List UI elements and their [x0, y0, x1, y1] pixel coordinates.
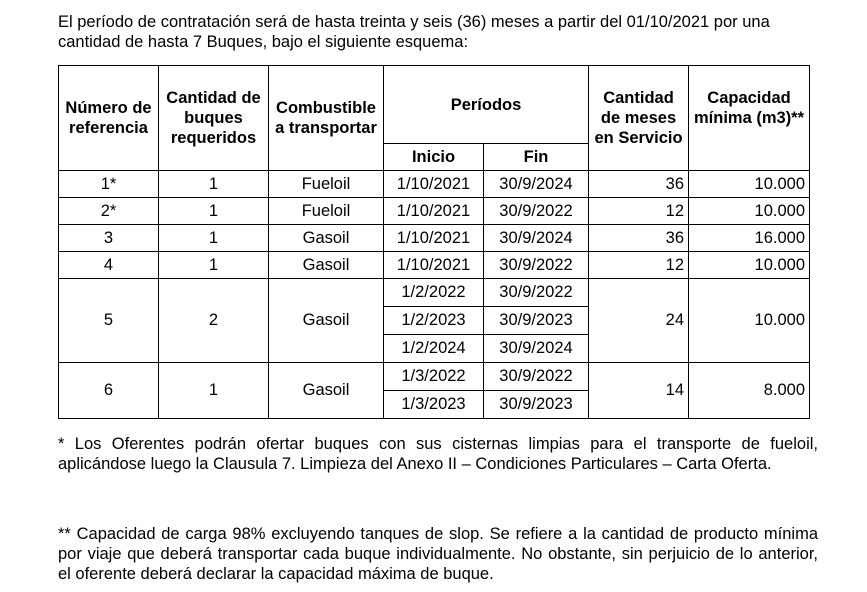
cell-fuel: Gasoil — [269, 225, 384, 252]
header-capacity: Capacidad mínima (m3)** — [689, 66, 810, 171]
cell-capacity: 8.000 — [689, 363, 810, 419]
cell-end: 30/9/2023 — [484, 391, 589, 419]
cell-fuel: Gasoil — [269, 363, 384, 419]
header-fuel: Combustible a transportar — [269, 66, 384, 171]
header-start: Inicio — [384, 144, 484, 171]
cell-end: 30/9/2024 — [484, 335, 589, 363]
cell-months: 24 — [589, 279, 689, 363]
table-row — [59, 279, 810, 307]
header-end: Fin — [484, 144, 589, 171]
cell-months: 36 — [589, 171, 689, 198]
cell-months: 12 — [589, 252, 689, 279]
cell-months: 36 — [589, 225, 689, 252]
cell-end: 30/9/2023 — [484, 307, 589, 335]
cell-end: 30/9/2024 — [484, 225, 589, 252]
cell-fuel: Gasoil — [269, 252, 384, 279]
header-periods: Períodos — [384, 66, 589, 144]
cell-capacity: 10.000 — [689, 252, 810, 279]
cell-ref: 6 — [59, 363, 159, 419]
cell-capacity: 10.000 — [689, 198, 810, 225]
cell-end: 30/9/2022 — [484, 198, 589, 225]
cell-start: 1/3/2023 — [384, 391, 484, 419]
cell-start: 1/2/2022 — [384, 279, 484, 307]
cell-capacity: 10.000 — [689, 279, 810, 363]
cell-fuel: Fueloil — [269, 171, 384, 198]
cell-qty: 1 — [159, 198, 269, 225]
cell-start: 1/10/2021 — [384, 198, 484, 225]
cell-start: 1/2/2024 — [384, 335, 484, 363]
cell-end: 30/9/2024 — [484, 171, 589, 198]
cell-end: 30/9/2022 — [484, 279, 589, 307]
cell-qty: 1 — [159, 171, 269, 198]
table-row — [59, 225, 810, 252]
header-ref: Número de referencia — [59, 66, 159, 171]
cell-ref: 3 — [59, 225, 159, 252]
cell-start: 1/3/2022 — [384, 363, 484, 391]
cell-fuel: Gasoil — [269, 279, 384, 363]
header-months: Cantidad de meses en Servicio — [589, 66, 689, 171]
footnote-capacity: ** Capacidad de carga 98% excluyendo tanques de slop. Se refiere a la cantidad de producto mínima por viaje que deberá transportar cada buque individualmente. No obstante, sin perjuicio de lo anterior, el oferente deberá declarar la capacidad máxima de buque. — [58, 525, 818, 583]
table-row — [59, 252, 810, 279]
cell-ref: 2* — [59, 198, 159, 225]
cell-end: 30/9/2022 — [484, 363, 589, 391]
cell-fuel: Fueloil — [269, 198, 384, 225]
table-row — [59, 363, 810, 391]
cell-end: 30/9/2022 — [484, 252, 589, 279]
cell-months: 14 — [589, 363, 689, 419]
footnote-fueloil: * Los Oferentes podrán ofertar buques con sus cisternas limpias para el transporte de fueloil, aplicándose luego la Clausula 7. Limpieza del Anexo II – Condiciones Particulares – Carta Oferta. — [58, 435, 818, 473]
cell-start: 1/10/2021 — [384, 171, 484, 198]
intro-paragraph: El período de contratación será de hasta treinta y seis (36) meses a partir del 01/10/2021 por una cantidad de hasta 7 Buques, bajo el siguiente esquema: — [58, 13, 770, 51]
cell-capacity: 10.000 — [689, 171, 810, 198]
cell-months: 12 — [589, 198, 689, 225]
cell-qty: 2 — [159, 279, 269, 363]
table-row — [59, 198, 810, 225]
header-qty: Cantidad de buques requeridos — [159, 66, 269, 171]
cell-ref: 4 — [59, 252, 159, 279]
vessel-schedule-table — [58, 65, 810, 419]
cell-ref: 5 — [59, 279, 159, 363]
cell-start: 1/10/2021 — [384, 225, 484, 252]
cell-qty: 1 — [159, 225, 269, 252]
cell-ref: 1* — [59, 171, 159, 198]
cell-start: 1/10/2021 — [384, 252, 484, 279]
table-row — [59, 171, 810, 198]
cell-start: 1/2/2023 — [384, 307, 484, 335]
cell-qty: 1 — [159, 252, 269, 279]
cell-capacity: 16.000 — [689, 225, 810, 252]
cell-qty: 1 — [159, 363, 269, 419]
